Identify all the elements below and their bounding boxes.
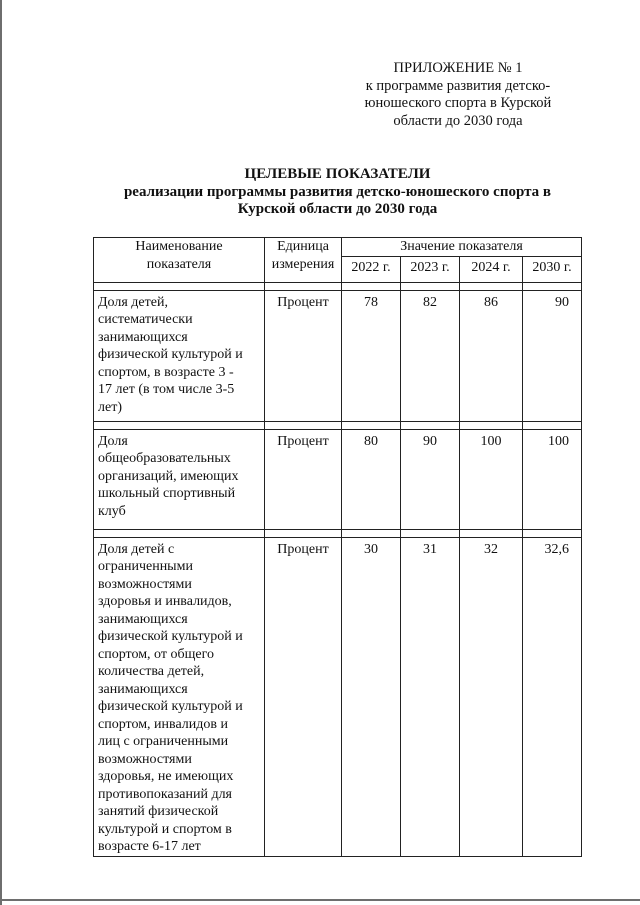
title-line-1: ЦЕЛЕВЫЕ ПОКАЗАТЕЛИ (244, 166, 431, 182)
value-2030: 90 (523, 290, 582, 421)
indicator-name-line: занимающихся (98, 611, 188, 627)
indicator-name-line: физической культурой и (98, 629, 243, 644)
indicator-name-cell (94, 537, 265, 856)
indicator-name-line: Доля детей с (98, 541, 175, 557)
indicator-name-line: ограниченными (98, 559, 193, 574)
indicator-name-line: физической культурой и (98, 699, 243, 714)
unit-cell: Процент (265, 290, 342, 421)
value-2022: 30 (342, 537, 401, 856)
header-year-2024: 2024 г. (460, 256, 523, 282)
header-year-2023: 2023 г. (401, 256, 460, 282)
indicator-name-line: здоровья, не имеющих (98, 769, 234, 784)
appendix-subtitle-2: юношеского спорта в Курской (364, 95, 552, 111)
value-2023: 90 (401, 429, 460, 529)
value-2024: 100 (460, 429, 523, 529)
scan-bottom-edge (0, 899, 640, 901)
header-name (94, 238, 265, 283)
indicator-name-line: клуб (98, 503, 126, 519)
table-row (94, 537, 582, 856)
header-row-top (94, 238, 582, 257)
indicator-name-line: общеобразовательных (98, 451, 231, 466)
row-spacer (94, 529, 582, 537)
value-2024: 86 (460, 290, 523, 421)
indicator-name-line: лет) (98, 399, 122, 415)
header-unit-line-2: измерения (271, 256, 335, 272)
header-unit (265, 238, 342, 283)
table-row (94, 290, 582, 421)
indicator-name-line: возможностями (98, 751, 192, 767)
indicator-name-line: противопоказаний для (98, 786, 232, 802)
indicator-name-line: спортом, в возрасте 3 - (98, 364, 234, 380)
row-spacer (94, 421, 582, 429)
indicator-name-line: возрасте 6-17 лет (98, 839, 201, 854)
value-2023: 82 (401, 290, 460, 421)
indicator-name-line: занимающихся (98, 329, 188, 345)
header-name-line-1: Наименование (135, 239, 223, 254)
indicator-name-line: систематически (98, 312, 193, 327)
indicator-name-line: занятий физической (98, 804, 219, 819)
indicator-name-line: физической культурой и (98, 347, 243, 362)
indicator-name-cell (94, 290, 265, 421)
header-spacer-row (94, 282, 582, 290)
unit-cell: Процент (265, 429, 342, 529)
title-line-2: реализации программы развития детско-юношеского спорта в (123, 183, 552, 200)
value-2022: 80 (342, 429, 401, 529)
unit-cell: Процент (265, 537, 342, 856)
header-year-2030: 2030 г. (523, 256, 582, 282)
appendix-header (338, 60, 578, 130)
document-title (95, 166, 580, 219)
indicators-table (93, 237, 582, 857)
appendix-subtitle-3: области до 2030 года (393, 112, 523, 129)
indicator-name-line: количества детей, (98, 664, 205, 679)
appendix-number: ПРИЛОЖЕНИЕ № 1 (393, 60, 523, 76)
header-value-group: Значение показателя (342, 238, 582, 257)
value-2030: 32,6 (523, 537, 582, 856)
indicator-name-line: культурой и спортом в (98, 821, 232, 837)
indicator-name-line: организаций, имеющих (98, 468, 239, 484)
value-2030: 100 (523, 429, 582, 529)
indicator-name-line: возможностями (98, 576, 192, 592)
indicator-name-line: спортом, инвалидов и (98, 716, 228, 732)
indicator-name-cell (94, 429, 265, 529)
header-year-2022: 2022 г. (342, 256, 401, 282)
indicator-name-line: лиц с ограниченными (98, 734, 229, 749)
indicator-name-line: спортом, от общего (98, 646, 214, 662)
scan-left-edge (0, 0, 2, 905)
indicator-name-line: здоровья и инвалидов, (98, 594, 232, 609)
value-2024: 32 (460, 537, 523, 856)
value-2023: 31 (401, 537, 460, 856)
indicator-name-line: 17 лет (в том числе 3-5 (98, 382, 235, 397)
indicator-name-line: Доля (98, 433, 128, 449)
table-row (94, 429, 582, 529)
indicator-name-line: занимающихся (98, 681, 188, 697)
value-2022: 78 (342, 290, 401, 421)
title-line-3: Курской области до 2030 года (237, 201, 438, 217)
header-unit-line-1: Единица (277, 239, 329, 254)
header-name-line-2: показателя (146, 256, 212, 272)
indicator-name-line: Доля детей, (98, 294, 168, 310)
indicator-name-line: школьный спортивный (98, 486, 236, 501)
appendix-subtitle-1: к программе развития детско- (365, 77, 551, 94)
